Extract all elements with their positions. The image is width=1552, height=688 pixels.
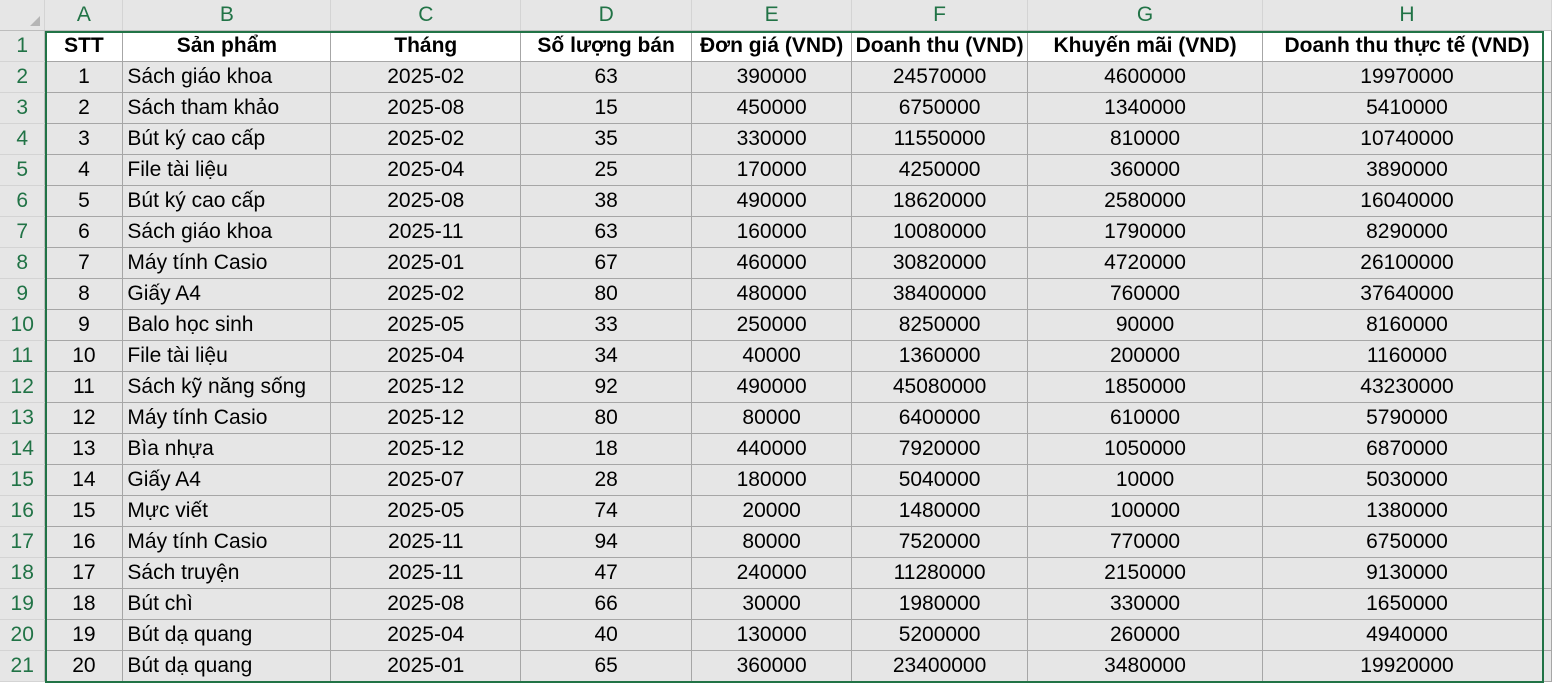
row-header[interactable]: 1: [0, 31, 45, 62]
cell-a6[interactable]: 5: [45, 186, 123, 217]
table-row: [0, 403, 1552, 434]
cell-a17[interactable]: 16: [45, 527, 123, 558]
cell-a21[interactable]: 20: [45, 651, 123, 682]
cell-f2[interactable]: 24570000: [852, 62, 1028, 93]
cell-b3[interactable]: Sách tham khảo: [123, 93, 331, 124]
cell-h12[interactable]: 43230000: [1263, 372, 1552, 403]
cell-f18[interactable]: 11280000: [852, 558, 1028, 589]
cell-d11[interactable]: 34: [521, 341, 692, 372]
cell-g19[interactable]: 330000: [1028, 589, 1263, 620]
table-row: [0, 589, 1552, 620]
table-row: [0, 186, 1552, 217]
table-row: [0, 620, 1552, 651]
cell-e20[interactable]: 130000: [692, 620, 852, 651]
cell-a11[interactable]: 10: [45, 341, 123, 372]
cell-g20[interactable]: 260000: [1028, 620, 1263, 651]
cell-d16[interactable]: 74: [521, 496, 692, 527]
cell-e12[interactable]: 490000: [692, 372, 852, 403]
cell-f11[interactable]: 1360000: [852, 341, 1028, 372]
cell-f10[interactable]: 8250000: [852, 310, 1028, 341]
table-header-row: [0, 31, 1552, 62]
cell-d17[interactable]: 94: [521, 527, 692, 558]
cell-e10[interactable]: 250000: [692, 310, 852, 341]
cell-d8[interactable]: 67: [521, 248, 692, 279]
header-cell-don-gia[interactable]: Đơn giá (VND): [692, 31, 852, 62]
cell-h10[interactable]: 8160000: [1263, 310, 1552, 341]
cell-h18[interactable]: 9130000: [1263, 558, 1552, 589]
cell-e19[interactable]: 30000: [692, 589, 852, 620]
row-header[interactable]: 2: [0, 62, 45, 93]
cell-h11[interactable]: 1160000: [1263, 341, 1552, 372]
row-header[interactable]: 6: [0, 186, 45, 217]
cell-c16[interactable]: 2025-05: [331, 496, 521, 527]
cell-h19[interactable]: 1650000: [1263, 589, 1552, 620]
cell-g14[interactable]: 1050000: [1028, 434, 1263, 465]
table-row: [0, 155, 1552, 186]
cell-c2[interactable]: 2025-02: [331, 62, 521, 93]
cell-b4[interactable]: Bút ký cao cấp: [123, 124, 331, 155]
row-header[interactable]: 7: [0, 217, 45, 248]
cell-b11[interactable]: File tài liệu: [123, 341, 331, 372]
cell-e6[interactable]: 490000: [692, 186, 852, 217]
cell-d6[interactable]: 38: [521, 186, 692, 217]
row-header[interactable]: 3: [0, 93, 45, 124]
table-row: [0, 93, 1552, 124]
cell-d13[interactable]: 80: [521, 403, 692, 434]
cell-c3[interactable]: 2025-08: [331, 93, 521, 124]
cell-h13[interactable]: 5790000: [1263, 403, 1552, 434]
cell-c15[interactable]: 2025-07: [331, 465, 521, 496]
cell-a14[interactable]: 13: [45, 434, 123, 465]
table-row: [0, 434, 1552, 465]
row-header[interactable]: 16: [0, 496, 45, 527]
cell-g13[interactable]: 610000: [1028, 403, 1263, 434]
column-header-row: [0, 0, 1552, 31]
cell-f19[interactable]: 1980000: [852, 589, 1028, 620]
cell-g4[interactable]: 810000: [1028, 124, 1263, 155]
cell-e9[interactable]: 480000: [692, 279, 852, 310]
cell-e8[interactable]: 460000: [692, 248, 852, 279]
cell-b21[interactable]: Bút dạ quang: [123, 651, 331, 682]
cell-g11[interactable]: 200000: [1028, 341, 1263, 372]
cell-h16[interactable]: 1380000: [1263, 496, 1552, 527]
header-cell-so-luong-ban[interactable]: Số lượng bán: [521, 31, 692, 62]
cell-h9[interactable]: 37640000: [1263, 279, 1552, 310]
cell-g12[interactable]: 1850000: [1028, 372, 1263, 403]
cell-e15[interactable]: 180000: [692, 465, 852, 496]
cell-f8[interactable]: 30820000: [852, 248, 1028, 279]
cell-e13[interactable]: 80000: [692, 403, 852, 434]
cell-f16[interactable]: 1480000: [852, 496, 1028, 527]
cell-b2[interactable]: Sách giáo khoa: [123, 62, 331, 93]
cell-e16[interactable]: 20000: [692, 496, 852, 527]
header-cell-khuyen-mai[interactable]: Khuyến mãi (VND): [1028, 31, 1263, 62]
cell-a5[interactable]: 4: [45, 155, 123, 186]
header-cell-stt[interactable]: STT: [45, 31, 123, 62]
column-header-f[interactable]: F: [852, 0, 1028, 31]
cell-h8[interactable]: 26100000: [1263, 248, 1552, 279]
table-row: [0, 248, 1552, 279]
cell-d14[interactable]: 18: [521, 434, 692, 465]
cell-g15[interactable]: 10000: [1028, 465, 1263, 496]
header-cell-doanh-thu[interactable]: Doanh thu (VND): [852, 31, 1028, 62]
cell-a13[interactable]: 12: [45, 403, 123, 434]
cell-d3[interactable]: 15: [521, 93, 692, 124]
cell-h4[interactable]: 10740000: [1263, 124, 1552, 155]
cell-e14[interactable]: 440000: [692, 434, 852, 465]
cell-g5[interactable]: 360000: [1028, 155, 1263, 186]
cell-f13[interactable]: 6400000: [852, 403, 1028, 434]
cell-e2[interactable]: 390000: [692, 62, 852, 93]
table-row: [0, 124, 1552, 155]
cell-e3[interactable]: 450000: [692, 93, 852, 124]
row-header[interactable]: 9: [0, 279, 45, 310]
cell-g2[interactable]: 4600000: [1028, 62, 1263, 93]
cell-d19[interactable]: 66: [521, 589, 692, 620]
cell-f14[interactable]: 7920000: [852, 434, 1028, 465]
cell-b9[interactable]: Giấy A4: [123, 279, 331, 310]
cell-d15[interactable]: 28: [521, 465, 692, 496]
cell-b18[interactable]: Sách truyện: [123, 558, 331, 589]
cell-g16[interactable]: 100000: [1028, 496, 1263, 527]
header-cell-doanh-thu-thuc-te[interactable]: Doanh thu thực tế (VND): [1263, 31, 1552, 62]
cell-b14[interactable]: Bìa nhựa: [123, 434, 331, 465]
cell-g18[interactable]: 2150000: [1028, 558, 1263, 589]
row-header[interactable]: 17: [0, 527, 45, 558]
cell-a10[interactable]: 9: [45, 310, 123, 341]
row-header[interactable]: 14: [0, 434, 45, 465]
select-all-triangle-icon: [30, 16, 40, 26]
cell-a2[interactable]: 1: [45, 62, 123, 93]
cell-f12[interactable]: 45080000: [852, 372, 1028, 403]
row-header[interactable]: 12: [0, 372, 45, 403]
cell-b20[interactable]: Bút dạ quang: [123, 620, 331, 651]
cell-h5[interactable]: 3890000: [1263, 155, 1552, 186]
cell-e11[interactable]: 40000: [692, 341, 852, 372]
cell-g6[interactable]: 2580000: [1028, 186, 1263, 217]
cell-g3[interactable]: 1340000: [1028, 93, 1263, 124]
table-row: [0, 651, 1552, 682]
cell-d4[interactable]: 35: [521, 124, 692, 155]
cell-d18[interactable]: 47: [521, 558, 692, 589]
cell-c19[interactable]: 2025-08: [331, 589, 521, 620]
cell-d7[interactable]: 63: [521, 217, 692, 248]
table-row: [0, 310, 1552, 341]
cell-g8[interactable]: 4720000: [1028, 248, 1263, 279]
cell-f9[interactable]: 38400000: [852, 279, 1028, 310]
cell-b8[interactable]: Máy tính Casio: [123, 248, 331, 279]
cell-f21[interactable]: 23400000: [852, 651, 1028, 682]
table-row: [0, 465, 1552, 496]
cell-f7[interactable]: 10080000: [852, 217, 1028, 248]
row-header[interactable]: 8: [0, 248, 45, 279]
cell-c11[interactable]: 2025-04: [331, 341, 521, 372]
table-row: [0, 372, 1552, 403]
cell-e18[interactable]: 240000: [692, 558, 852, 589]
cell-c17[interactable]: 2025-11: [331, 527, 521, 558]
cell-d20[interactable]: 40: [521, 620, 692, 651]
cell-c7[interactable]: 2025-11: [331, 217, 521, 248]
cell-d2[interactable]: 63: [521, 62, 692, 93]
cell-b16[interactable]: Mực viết: [123, 496, 331, 527]
cell-f5[interactable]: 4250000: [852, 155, 1028, 186]
cell-a12[interactable]: 11: [45, 372, 123, 403]
column-header-g[interactable]: G: [1028, 0, 1263, 31]
cell-h2[interactable]: 19970000: [1263, 62, 1552, 93]
table-row: [0, 527, 1552, 558]
table-row: [0, 558, 1552, 589]
row-header[interactable]: 10: [0, 310, 45, 341]
column-header-a[interactable]: A: [45, 0, 123, 31]
cell-b6[interactable]: Bút ký cao cấp: [123, 186, 331, 217]
cell-d9[interactable]: 80: [521, 279, 692, 310]
cell-d12[interactable]: 92: [521, 372, 692, 403]
row-header[interactable]: 11: [0, 341, 45, 372]
cell-b5[interactable]: File tài liệu: [123, 155, 331, 186]
cell-a8[interactable]: 7: [45, 248, 123, 279]
cell-e5[interactable]: 170000: [692, 155, 852, 186]
cell-e17[interactable]: 80000: [692, 527, 852, 558]
cell-a20[interactable]: 19: [45, 620, 123, 651]
row-header[interactable]: 13: [0, 403, 45, 434]
cell-g7[interactable]: 1790000: [1028, 217, 1263, 248]
cell-h6[interactable]: 16040000: [1263, 186, 1552, 217]
cell-h3[interactable]: 5410000: [1263, 93, 1552, 124]
row-header[interactable]: 15: [0, 465, 45, 496]
cell-h21[interactable]: 19920000: [1263, 651, 1552, 682]
cell-f4[interactable]: 11550000: [852, 124, 1028, 155]
cell-a15[interactable]: 14: [45, 465, 123, 496]
cell-g10[interactable]: 90000: [1028, 310, 1263, 341]
cell-a4[interactable]: 3: [45, 124, 123, 155]
header-cell-san-pham[interactable]: Sản phẩm: [123, 31, 331, 62]
cell-g9[interactable]: 760000: [1028, 279, 1263, 310]
cell-f20[interactable]: 5200000: [852, 620, 1028, 651]
row-header[interactable]: 19: [0, 589, 45, 620]
cell-h17[interactable]: 6750000: [1263, 527, 1552, 558]
cell-e7[interactable]: 160000: [692, 217, 852, 248]
column-header-d[interactable]: D: [521, 0, 692, 31]
row-header[interactable]: 4: [0, 124, 45, 155]
table-row: [0, 279, 1552, 310]
cell-c21[interactable]: 2025-01: [331, 651, 521, 682]
row-header[interactable]: 20: [0, 620, 45, 651]
cell-c10[interactable]: 2025-05: [331, 310, 521, 341]
cell-c13[interactable]: 2025-12: [331, 403, 521, 434]
table-row: [0, 217, 1552, 248]
cell-c18[interactable]: 2025-11: [331, 558, 521, 589]
cell-g17[interactable]: 770000: [1028, 527, 1263, 558]
cell-a19[interactable]: 18: [45, 589, 123, 620]
cell-c4[interactable]: 2025-02: [331, 124, 521, 155]
cell-b17[interactable]: Máy tính Casio: [123, 527, 331, 558]
cell-e21[interactable]: 360000: [692, 651, 852, 682]
cell-a16[interactable]: 15: [45, 496, 123, 527]
cell-c6[interactable]: 2025-08: [331, 186, 521, 217]
cell-f15[interactable]: 5040000: [852, 465, 1028, 496]
cell-c20[interactable]: 2025-04: [331, 620, 521, 651]
cell-b10[interactable]: Balo học sinh: [123, 310, 331, 341]
cell-c12[interactable]: 2025-12: [331, 372, 521, 403]
cell-c5[interactable]: 2025-04: [331, 155, 521, 186]
cell-b12[interactable]: Sách kỹ năng sống: [123, 372, 331, 403]
cell-d21[interactable]: 65: [521, 651, 692, 682]
cell-h7[interactable]: 8290000: [1263, 217, 1552, 248]
cell-h20[interactable]: 4940000: [1263, 620, 1552, 651]
table-row: [0, 62, 1552, 93]
cell-c14[interactable]: 2025-12: [331, 434, 521, 465]
cell-b7[interactable]: Sách giáo khoa: [123, 217, 331, 248]
cell-a9[interactable]: 8: [45, 279, 123, 310]
cell-b13[interactable]: Máy tính Casio: [123, 403, 331, 434]
cell-f3[interactable]: 6750000: [852, 93, 1028, 124]
cell-a7[interactable]: 6: [45, 217, 123, 248]
cell-d5[interactable]: 25: [521, 155, 692, 186]
cell-f6[interactable]: 18620000: [852, 186, 1028, 217]
select-all-corner[interactable]: [0, 0, 45, 31]
table-row: [0, 496, 1552, 527]
cell-a18[interactable]: 17: [45, 558, 123, 589]
column-header-b[interactable]: B: [123, 0, 331, 31]
row-header[interactable]: 5: [0, 155, 45, 186]
cell-c9[interactable]: 2025-02: [331, 279, 521, 310]
cell-b19[interactable]: Bút chì: [123, 589, 331, 620]
column-header-c[interactable]: C: [331, 0, 521, 31]
cell-h15[interactable]: 5030000: [1263, 465, 1552, 496]
cell-a3[interactable]: 2: [45, 93, 123, 124]
header-cell-thang[interactable]: Tháng: [331, 31, 521, 62]
cell-g21[interactable]: 3480000: [1028, 651, 1263, 682]
cell-e4[interactable]: 330000: [692, 124, 852, 155]
table-row: [0, 341, 1552, 372]
column-header-e[interactable]: E: [692, 0, 852, 31]
cell-h14[interactable]: 6870000: [1263, 434, 1552, 465]
cell-d10[interactable]: 33: [521, 310, 692, 341]
column-header-h[interactable]: H: [1263, 0, 1552, 31]
cell-f17[interactable]: 7520000: [852, 527, 1028, 558]
row-header[interactable]: 21: [0, 651, 45, 682]
cell-c8[interactable]: 2025-01: [331, 248, 521, 279]
cell-b15[interactable]: Giấy A4: [123, 465, 331, 496]
row-header[interactable]: 18: [0, 558, 45, 589]
